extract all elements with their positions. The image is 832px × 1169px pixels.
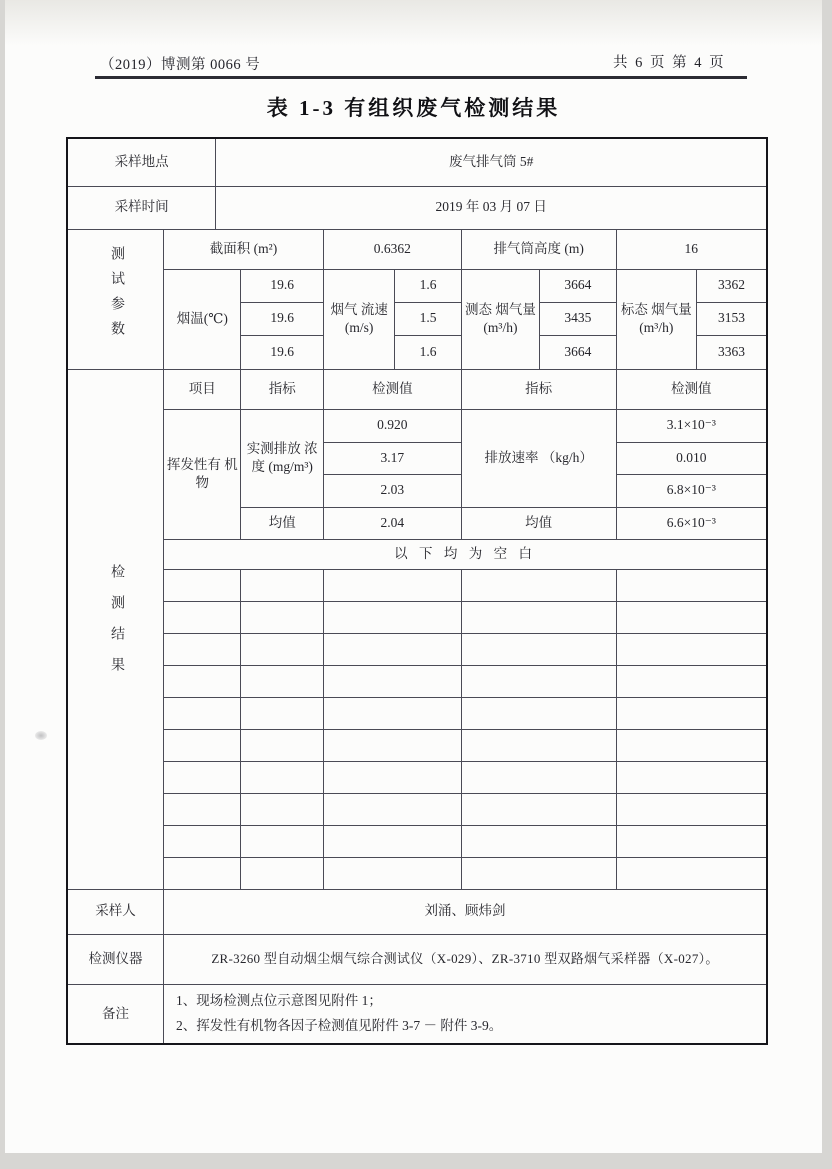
rate-value: 0.010: [616, 442, 767, 474]
empty-row: [67, 761, 767, 793]
empty-cell: [164, 857, 241, 889]
concentration-value: 3.17: [323, 442, 461, 474]
header-indicator-2: 指标: [461, 369, 616, 409]
empty-cell: [164, 793, 241, 825]
standard-flow-value: 3363: [697, 335, 767, 369]
empty-cell: [164, 665, 241, 697]
rate-value: 6.8×10⁻³: [616, 474, 767, 507]
concentration-mean-value: 2.04: [323, 507, 461, 539]
empty-cell: [164, 825, 241, 857]
remark-label: 备注: [67, 984, 164, 1044]
sampling-location-value: 废气排气筒 5#: [216, 138, 767, 186]
empty-cell: [461, 569, 616, 601]
empty-cell: [323, 825, 461, 857]
empty-cell: [461, 761, 616, 793]
measured-flow-value: 3435: [540, 302, 616, 335]
stack-height-label: 排气筒高度 (m): [461, 229, 616, 269]
sampling-time-value: 2019 年 03 月 07 日: [216, 186, 767, 229]
empty-cell: [241, 825, 323, 857]
params-row-1: [67, 229, 767, 269]
params-section-label-text: 测试参数: [108, 246, 124, 347]
empty-cell: [241, 633, 323, 665]
sampling-time-row: [67, 186, 767, 229]
instrument-label: 检测仪器: [67, 934, 164, 984]
cross-section-label: 截面积 (m²): [164, 229, 324, 269]
empty-cell: [323, 729, 461, 761]
params-section-label: [67, 229, 164, 369]
concentration-value: 0.920: [323, 409, 461, 442]
table-title: 表 1-3 有组织废气检测结果: [266, 96, 561, 120]
detection-result-table: [66, 137, 768, 1045]
header-indicator-1: 指标: [241, 369, 323, 409]
empty-row: [67, 729, 767, 761]
sampling-location-label: 采样地点: [67, 138, 216, 186]
params-row-2: [67, 269, 767, 302]
empty-cell: [616, 697, 767, 729]
rate-value: 3.1×10⁻³: [616, 409, 767, 442]
empty-cell: [461, 793, 616, 825]
sampler-label: 采样人: [67, 889, 164, 934]
empty-row: [67, 857, 767, 889]
temp-value: 19.6: [241, 269, 323, 302]
empty-row: [67, 601, 767, 633]
empty-cell: [616, 729, 767, 761]
empty-cell: [616, 761, 767, 793]
empty-cell: [323, 633, 461, 665]
rate-mean-value: 6.6×10⁻³: [616, 507, 767, 539]
item-name: 挥发性有 机物: [164, 409, 241, 539]
empty-cell: [323, 857, 461, 889]
concentration-mean-label: 均值: [241, 507, 323, 539]
empty-cell: [616, 857, 767, 889]
empty-cell: [164, 697, 241, 729]
standard-flow-label: 标态 烟气量 (m³/h): [616, 269, 696, 369]
empty-cell: [164, 761, 241, 793]
empty-cell: [241, 665, 323, 697]
empty-cell: [461, 825, 616, 857]
measured-flow-label: 测态 烟气量 (m³/h): [461, 269, 539, 369]
remark-line-2: 2、挥发性有机物各因子检测值见附件 3-7 － 附件 3-9。: [176, 1017, 503, 1033]
results-section-label-text: 检测结果: [108, 564, 124, 689]
measured-flow-value: 3664: [540, 335, 616, 369]
instrument-value: ZR-3260 型自动烟尘烟气综合测试仪（X-029）、ZR-3710 型双路烟气采样器（X-027）。: [164, 934, 767, 984]
temp-value: 19.6: [241, 302, 323, 335]
empty-cell: [461, 857, 616, 889]
header-rule: [95, 76, 747, 79]
page-count: 共 6 页 第 4 页: [613, 55, 726, 71]
empty-row: [67, 697, 767, 729]
empty-cell: [616, 793, 767, 825]
concentration-value: 2.03: [323, 474, 461, 507]
remark-line-1: 1、现场检测点位示意图见附件 1；: [176, 993, 382, 1009]
header-value-2: 检测值: [616, 369, 767, 409]
empty-cell: [461, 729, 616, 761]
empty-cell: [241, 761, 323, 793]
flow-speed-label: 烟气 流速 (m/s): [323, 269, 394, 369]
standard-flow-value: 3153: [697, 302, 767, 335]
rate-mean-label: 均值: [461, 507, 616, 539]
scanned-page: [5, 0, 822, 1153]
empty-row: [67, 793, 767, 825]
empty-cell: [241, 729, 323, 761]
empty-cell: [323, 761, 461, 793]
results-section-label: [67, 369, 164, 889]
empty-cell: [164, 569, 241, 601]
flow-speed-value: 1.5: [395, 302, 461, 335]
temp-value: 19.6: [241, 335, 323, 369]
empty-cell: [164, 633, 241, 665]
empty-cell: [461, 633, 616, 665]
empty-cell: [241, 569, 323, 601]
empty-cell: [616, 665, 767, 697]
empty-row: [67, 569, 767, 601]
empty-cell: [461, 697, 616, 729]
empty-cell: [241, 601, 323, 633]
results-data-row-1: [67, 409, 767, 442]
empty-cell: [323, 697, 461, 729]
flow-speed-value: 1.6: [395, 335, 461, 369]
remark-row: [67, 984, 767, 1044]
sampler-row: [67, 889, 767, 934]
sampling-time-label: 采样时间: [67, 186, 216, 229]
scan-smudge: [35, 731, 47, 740]
cross-section-value: 0.6362: [323, 229, 461, 269]
results-header-row: [67, 369, 767, 409]
blank-notice: 以 下 均 为 空 白: [164, 539, 767, 569]
sampling-location-row: [67, 138, 767, 186]
empty-cell: [164, 729, 241, 761]
instrument-row: [67, 934, 767, 984]
scan-shading: [5, 0, 822, 46]
sampler-value: 刘涌、顾炜剑: [164, 889, 767, 934]
remark-content: [164, 984, 767, 1044]
empty-row: [67, 633, 767, 665]
empty-cell: [616, 569, 767, 601]
empty-row: [67, 825, 767, 857]
empty-cell: [323, 793, 461, 825]
stack-height-value: 16: [616, 229, 767, 269]
empty-cell: [323, 569, 461, 601]
empty-cell: [616, 633, 767, 665]
empty-cell: [616, 601, 767, 633]
empty-cell: [461, 665, 616, 697]
empty-cell: [323, 601, 461, 633]
header-value-1: 检测值: [323, 369, 461, 409]
empty-cell: [164, 601, 241, 633]
empty-cell: [461, 601, 616, 633]
flow-speed-value: 1.6: [395, 269, 461, 302]
rate-label: 排放速率 （kg/h）: [461, 409, 616, 507]
empty-cell: [241, 697, 323, 729]
header-item: 项目: [164, 369, 241, 409]
document-number: （2019）博测第 0066 号: [100, 57, 261, 73]
empty-cell: [241, 857, 323, 889]
measured-flow-value: 3664: [540, 269, 616, 302]
empty-cell: [241, 793, 323, 825]
standard-flow-value: 3362: [697, 269, 767, 302]
concentration-label: 实测排放 浓度 (mg/m³): [241, 409, 323, 507]
empty-cell: [323, 665, 461, 697]
blank-notice-row: [67, 539, 767, 569]
empty-cell: [616, 825, 767, 857]
temp-label: 烟温(℃): [164, 269, 241, 369]
empty-row: [67, 665, 767, 697]
